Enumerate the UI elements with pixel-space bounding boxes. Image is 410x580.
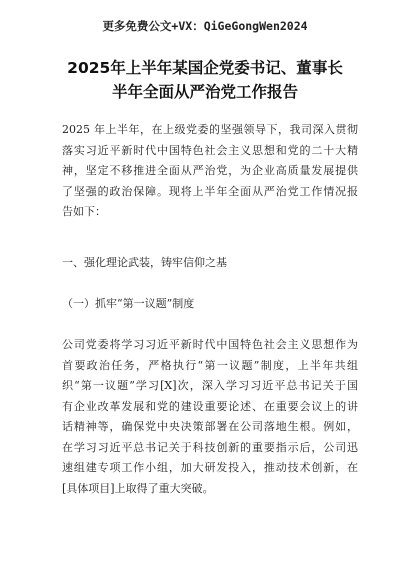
body-line: 公司党委将学习习近平新时代中国特色社会主义思想作为 bbox=[62, 338, 358, 351]
title-line-1: 2025年上半年某国企党委书记、董事长 bbox=[67, 59, 343, 77]
body-line: 织“第一议题”学习[X]次，深入学习习近平总书记关于国 bbox=[62, 379, 358, 392]
subsection-1-heading: （一）抓牢“第一议题”制度 bbox=[62, 297, 195, 310]
intro-line: 落实习近平新时代中国特色社会主义思想和党的二十大精 bbox=[62, 143, 358, 157]
body-line: 有企业改革发展和党的建设重要论述、在重要会议上的讲 bbox=[62, 399, 358, 413]
intro-line: 2025 年上半年，在上级党委的坚强领导下，我司深入贯彻 bbox=[62, 123, 358, 136]
document-title bbox=[30, 56, 380, 104]
intro-paragraph bbox=[62, 120, 358, 223]
body-line: 话精神等，确保党中央决策部署在公司落地生根。例如， bbox=[62, 420, 358, 433]
watermark-text: 更多免费公文+VX：QiGeGongWen2024 bbox=[102, 19, 308, 33]
body-line: 速组建专项工作小组，加大研发投入，推动技术创新，在 bbox=[62, 461, 358, 474]
subsection-heading bbox=[62, 294, 358, 315]
body-line: 首要政治任务，严格执行“第一议题”制度，上半年共组 bbox=[62, 358, 358, 372]
intro-line: 告如下： bbox=[62, 205, 106, 218]
body-line: [具体项目]上取得了重大突破。 bbox=[62, 481, 214, 495]
section-1-heading: 一、强化理论武装，铸牢信仰之基 bbox=[62, 256, 227, 269]
body-paragraph bbox=[62, 335, 358, 499]
section-heading bbox=[62, 253, 358, 274]
body-line: 在学习习近平总书记关于科技创新的重要指示后，公司迅 bbox=[62, 440, 358, 454]
title-line-2: 半年全面从严治党工作报告 bbox=[111, 83, 298, 101]
intro-line: 了坚强的政治保障。现将上半年全面从严治党工作情况报 bbox=[62, 184, 358, 198]
intro-line: 神，坚定不移推进全面从严治党，为企业高质量发展提供 bbox=[62, 164, 358, 177]
